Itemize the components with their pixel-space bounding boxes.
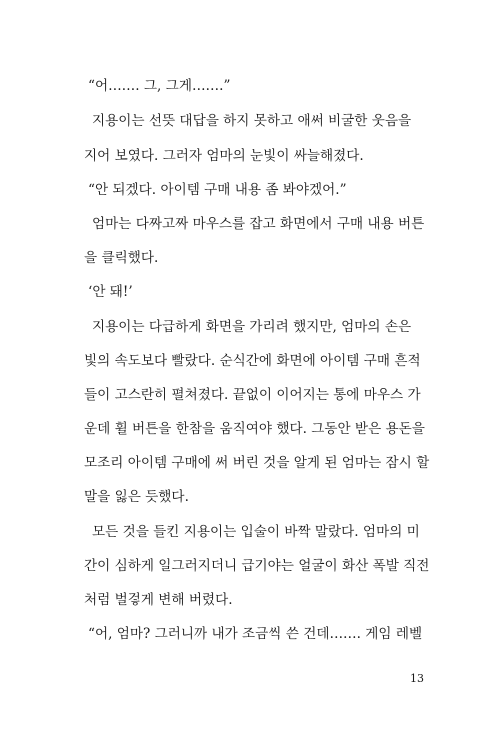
dialogue-line: “어, 엄마? 그러니까 내가 조금씩 쓴 건데……. 게임 레벨 — [88, 626, 423, 642]
paragraph-line: 처럼 벌겋게 변해 버렸다. — [84, 592, 233, 608]
dialogue-line: “안 되겠다. 아이템 구매 내용 좀 봐야겠어.” — [88, 182, 347, 198]
paragraph-line: 을 클릭했다. — [84, 250, 159, 266]
paragraph-line: 지어 보였다. 그러자 엄마의 눈빛이 싸늘해졌다. — [84, 148, 364, 164]
page-number: 13 — [410, 672, 424, 685]
paragraph-line: 지용이는 다급하게 화면을 가리려 했지만, 엄마의 손은 — [92, 319, 412, 335]
dialogue-line: “어……. 그, 그게…….” — [88, 78, 231, 94]
thought-line: ‘안 돼!’ — [88, 284, 133, 300]
paragraph-line: 들이 고스란히 펼쳐졌다. 끝없이 이어지는 통에 마우스 가 — [84, 387, 421, 403]
paragraph-line: 엄마는 다짜고짜 마우스를 잡고 화면에서 구매 내용 버튼 — [92, 216, 425, 232]
paragraph-line: 간이 심하게 일그러지더니 급기야는 얼굴이 화산 폭발 직전 — [84, 558, 430, 574]
paragraph-line: 모조리 아이템 구매에 써 버린 것을 알게 된 엄마는 잠시 할 — [84, 455, 430, 471]
paragraph-line: 말을 잃은 듯했다. — [84, 489, 189, 505]
paragraph-line: 빛의 속도보다 빨랐다. 순식간에 화면에 아이템 구매 흔적 — [84, 353, 421, 369]
paragraph-line: 운데 휠 버튼을 한참을 움직여야 했다. 그동안 받은 용돈을 — [84, 421, 425, 437]
paragraph-line: 지용이는 선뜻 대답을 하지 못하고 애써 비굴한 웃음을 — [92, 113, 412, 129]
paragraph-line: 모든 것을 들킨 지용이는 입술이 바짝 말랐다. 엄마의 미 — [92, 524, 420, 540]
